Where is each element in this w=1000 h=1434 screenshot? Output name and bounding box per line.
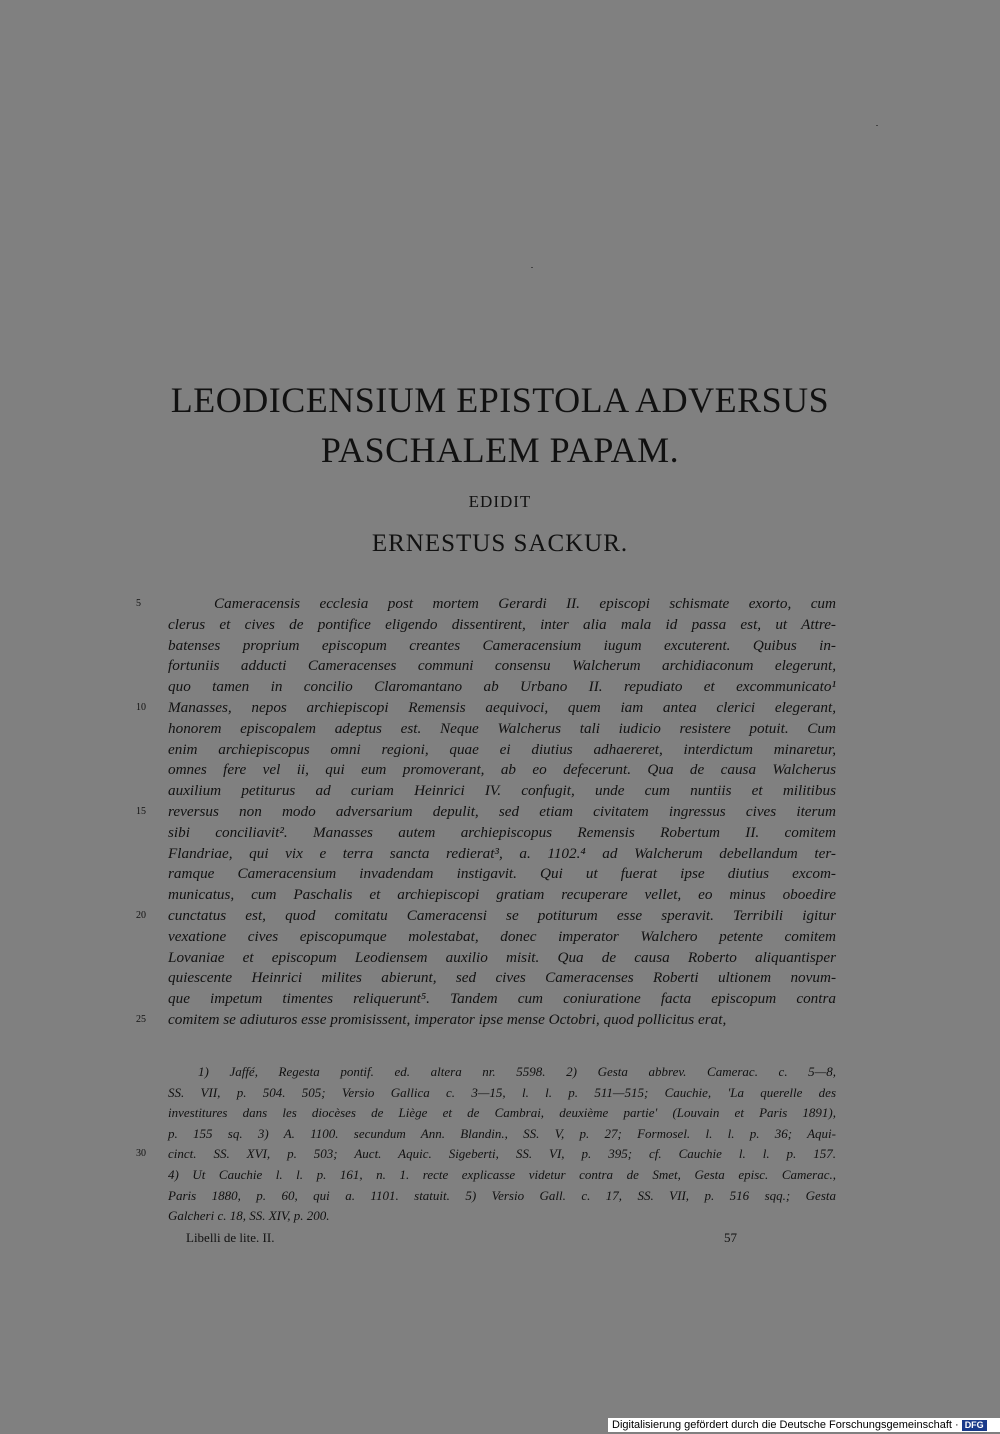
text-line: [168, 719, 836, 740]
line-text: auxilium petiturus ad curiam Heinrici IV. confugit, unde cum nuntiis et militibus: [168, 782, 836, 800]
line-text: clerus et cives de pontifice eligendo dissentirent, inter alia mala id passa est, ut Attre-: [168, 615, 836, 633]
line-text: Manasses, nepos archiepiscopi Remensis aequivoci, quem iam antea clerici elegerant,: [168, 698, 836, 716]
line-text: reversus non modo adversarium depulit, sed etiam civitatem ingressus cives iterum: [168, 802, 836, 820]
line-text: p. 155 sq. 3) A. 1100. secundum Ann. Blandin., SS. V, p. 27; Formosel. l. l. p. 36; Aqui-: [168, 1125, 836, 1141]
line-text: 4) Ut Cauchie l. l. p. 161, n. 1. recte explicasse videtur contra de Smet, Gesta episc. Camerac.,: [168, 1166, 836, 1182]
line-text: batenses proprium episcopum creantes Cameracensium iugum excuterent. Quibus in-: [168, 636, 836, 654]
text-line: [168, 636, 836, 657]
line-text: investitures dans les diocèses de Liège et de Cambrai, deuxième partie' (Louvain et Paris 1891),: [168, 1105, 836, 1121]
title-line-2: PASCHALEM PAPAM.: [320, 430, 680, 470]
text-line: [168, 989, 836, 1010]
line-number: 5: [136, 598, 141, 609]
line-text: Paris 1880, p. 60, qui a. 1101. statuit. 5) Versio Gall. c. 17, SS. VII, p. 516 sqq.; Gesta: [168, 1187, 836, 1203]
line-text: honorem episcopalem adeptus est. Neque Walcherus tali iudicio resistere potuit. Cum: [168, 719, 836, 737]
text-line: [168, 615, 836, 636]
footnote-line: [168, 1103, 836, 1124]
line-text: Galcheri c. 18, SS. XIV, p. 200.: [168, 1208, 330, 1224]
text-line: [168, 948, 836, 969]
dfg-credit-text: Digitalisierung gefördert durch die Deutsche Forschungsgemeinschaft ·: [612, 1419, 959, 1431]
line-number: 25: [136, 1013, 146, 1025]
line-text: fortuniis adducti Cameracenses communi consensu Walcherum archidiaconum elegerunt,: [168, 657, 836, 675]
line-number: 15: [136, 805, 146, 817]
line-number: 20: [136, 909, 146, 921]
dfg-logo: DFG: [962, 1420, 987, 1431]
text-line: [168, 864, 836, 885]
scan-speck: [876, 125, 878, 126]
line-text: municatus, cum Paschalis et archiepiscopi gratiam recuperare vellet, eo minus oboedire: [168, 886, 836, 904]
text-line: [168, 968, 836, 989]
text-line: [168, 823, 836, 844]
text-line: [136, 906, 836, 927]
text-line: [168, 677, 836, 698]
line-text: cunctatus est, quod comitatu Cameracensi se potiturum esse speravit. Terribili igitur: [168, 906, 836, 924]
line-text: 1) Jaffé, Regesta pontif. ed. altera nr. 5598. 2) Gesta abbrev. Camerac. c. 5—8,: [198, 1064, 836, 1079]
line-text: Lovaniae et episcopum Leodiensem auxilio misit. Qua de causa Roberto aliquantisper: [168, 948, 836, 966]
scan-speck: [531, 267, 533, 268]
author-name: ERNESTUS SACKUR.: [371, 530, 629, 557]
line-text: quo tamen in concilio Claromantano ab Urbano II. repudiato et excommunicato¹: [168, 678, 836, 696]
footnote-line: [168, 1206, 836, 1227]
text-line: [136, 698, 836, 719]
line-text: Cameracensis ecclesia post mortem Gerardi II. episcopi schismate exorto, cum: [214, 595, 836, 612]
text-line: [168, 656, 836, 677]
line-number: 30: [136, 1148, 146, 1160]
footnote-line: [136, 1144, 836, 1165]
main-text: [136, 594, 836, 1031]
line-text: que impetum timentes reliquerunt⁵. Tandem cum coniuratione facta episcopum contra: [168, 990, 836, 1008]
text-line: [168, 885, 836, 906]
edidit-label: EDIDIT: [468, 492, 532, 511]
text-line: [168, 781, 836, 802]
text-line: [136, 802, 836, 823]
footer-series-title: Libelli de lite. II.: [186, 1230, 275, 1245]
text-line: [136, 1010, 836, 1031]
text-line: [168, 927, 836, 948]
line-text: Flandriae, qui vix e terra sancta redierat³, a. 1102.⁴ ad Walcherum debellandum ter-: [168, 844, 836, 862]
line-number: 10: [136, 701, 146, 713]
footer-page-number: 57: [724, 1230, 737, 1245]
dfg-credit-bar: [608, 1418, 1000, 1432]
title-line-1: LEODICENSIUM EPISTOLA ADVERSUS: [170, 380, 830, 420]
line-text: comitem se adiuturos esse promisissent, imperator ipse mense Octobri, quod pollicitus erat,: [168, 1010, 727, 1028]
line-text: ramque Cameracensium invadendam instigavit. Qui ut fuerat ipse diutius excom-: [168, 865, 836, 883]
line-text: vexatione cives episcopumque molestabat, donec imperator Walchero petente comitem: [168, 927, 836, 945]
line-text: sibi conciliavit². Manasses autem archiepiscopus Remensis Robertum II. comitem: [168, 823, 836, 841]
text-line: [168, 844, 836, 865]
line-text: SS. VII, p. 504. 505; Versio Gallica c. 3—15, l. l. p. 511—515; Cauchie, 'La querelle des: [168, 1084, 836, 1100]
line-text: quiescente Heinrici milites abierunt, sed cives Cameracenses Roberti ultionem novum-: [168, 969, 836, 987]
footnote-line: [168, 1062, 836, 1083]
line-text: omnes fere vel ii, qui eum promoverant, ab eo defecerunt. Qua de causa Walcherus: [168, 761, 836, 779]
footnote-line: [168, 1083, 836, 1104]
text-line: [136, 594, 836, 615]
line-text: enim archiepiscopus omni regioni, quae ei diutius adhaereret, interdictum minaretur,: [168, 740, 836, 758]
footnote-line: [168, 1165, 836, 1186]
footnote-line: [168, 1124, 836, 1145]
text-line: [168, 760, 836, 781]
text-line: [168, 740, 836, 761]
footnotes: [136, 1062, 836, 1227]
footnote-line: [168, 1186, 836, 1207]
line-text: cinct. SS. XVI, p. 503; Auct. Aquic. Sigeberti, SS. VI, p. 395; cf. Cauchie l. l. p. 157.: [168, 1146, 836, 1162]
